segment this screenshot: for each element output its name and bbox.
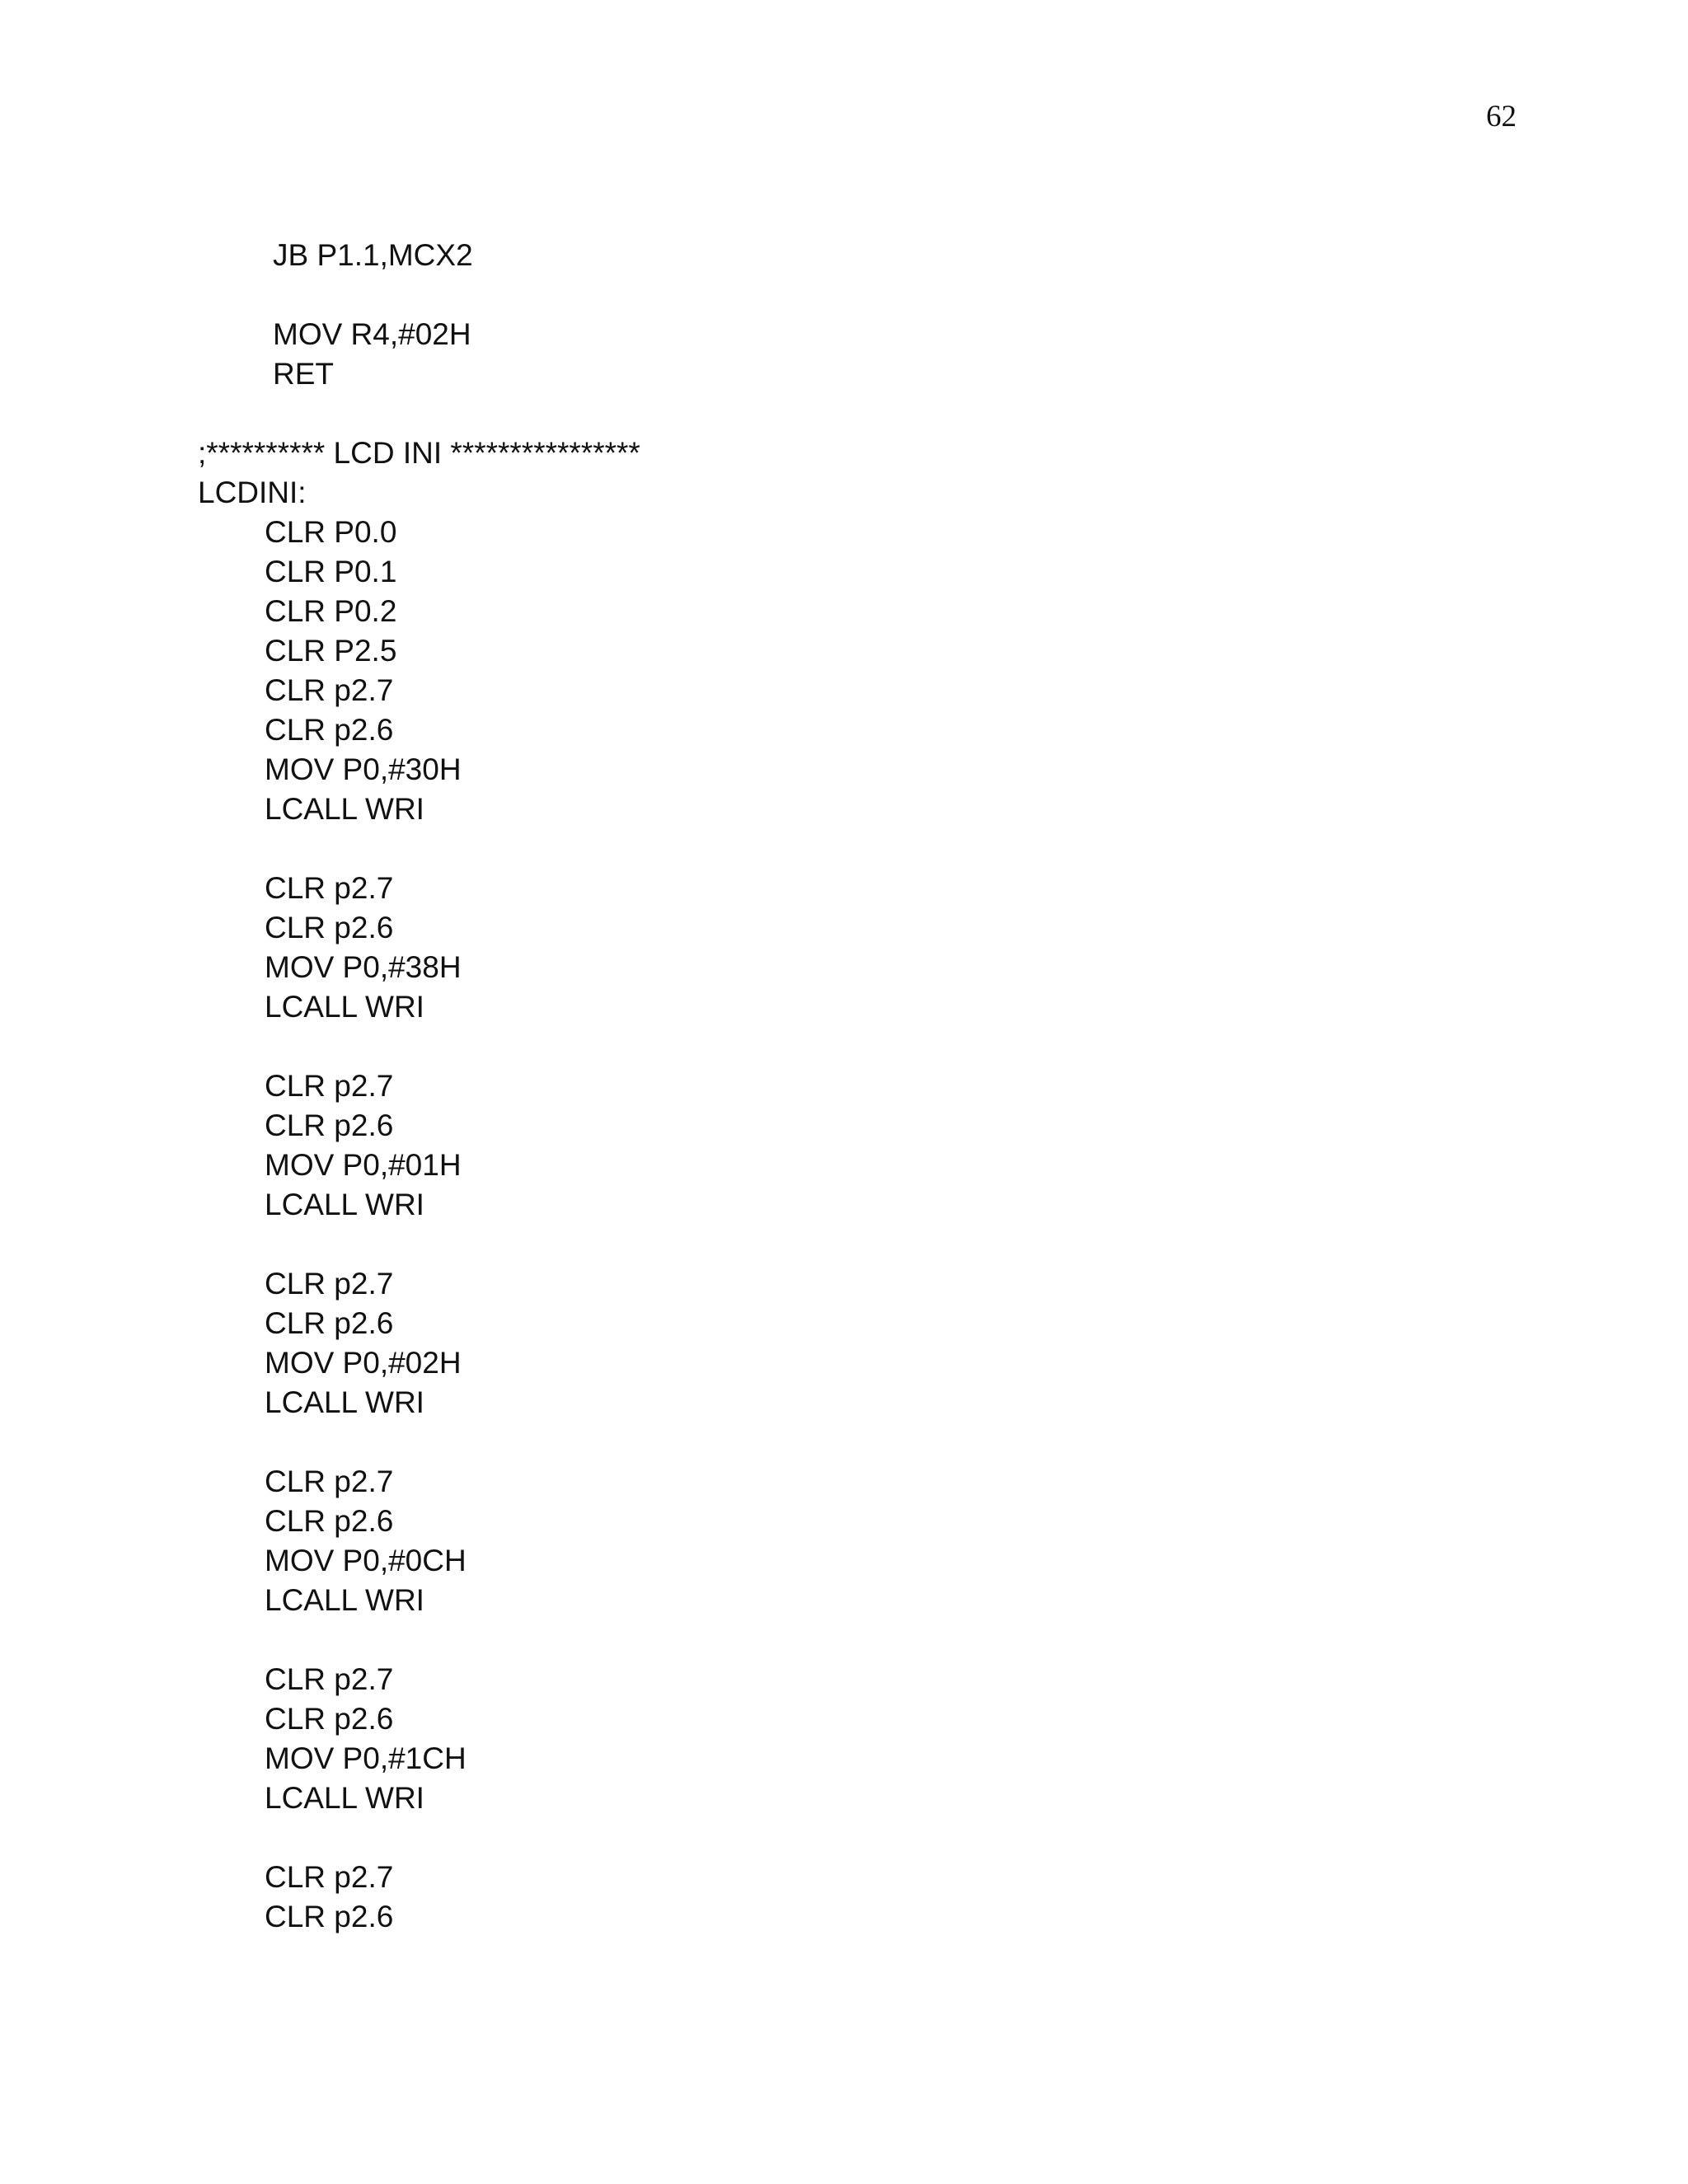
code-line: MOV P0,#02H <box>265 1346 462 1380</box>
code-line: LCALL WRI <box>265 1583 424 1617</box>
code-line: RET <box>273 357 334 391</box>
code-line: MOV P0,#01H <box>265 1148 462 1182</box>
code-line: CLR P0.0 <box>265 515 397 549</box>
code-line: MOV P0,#30H <box>265 752 462 786</box>
section-comment: ;********** LCD INI **************** <box>198 436 640 470</box>
code-line: MOV P0,#0CH <box>265 1544 467 1577</box>
code-line: LCALL WRI <box>265 1385 424 1419</box>
code-line: CLR p2.6 <box>265 713 394 747</box>
code-line: CLR p2.7 <box>265 1662 394 1696</box>
code-line: CLR p2.7 <box>265 1465 394 1498</box>
code-line: CLR p2.7 <box>265 1069 394 1103</box>
code-line: CLR p2.6 <box>265 1900 394 1933</box>
code-line: LCALL WRI <box>265 1188 424 1221</box>
code-line: CLR p2.6 <box>265 1306 394 1340</box>
code-line: CLR p2.6 <box>265 1504 394 1538</box>
code-line: CLR p2.6 <box>265 1702 394 1736</box>
code-line: CLR p2.7 <box>265 673 394 707</box>
code-line: CLR P0.2 <box>265 594 397 628</box>
code-line: CLR p2.7 <box>265 1267 394 1301</box>
code-line: MOV P0,#38H <box>265 950 462 984</box>
code-line: MOV R4,#02H <box>273 317 471 351</box>
code-line: CLR p2.6 <box>265 1108 394 1142</box>
code-line: LCALL WRI <box>265 1781 424 1815</box>
routine-label: LCDINI: <box>198 476 307 509</box>
code-line: LCALL WRI <box>265 792 424 826</box>
code-line: CLR p2.7 <box>265 1860 394 1894</box>
code-line: LCALL WRI <box>265 990 424 1024</box>
page-number: 62 <box>1486 100 1517 134</box>
code-line: CLR p2.6 <box>265 911 394 944</box>
code-line: CLR p2.7 <box>265 871 394 905</box>
code-line: CLR P2.5 <box>265 634 397 668</box>
code-line: JB P1.1,MCX2 <box>273 238 473 272</box>
code-line: MOV P0,#1CH <box>265 1741 467 1775</box>
code-line: CLR P0.1 <box>265 555 397 588</box>
